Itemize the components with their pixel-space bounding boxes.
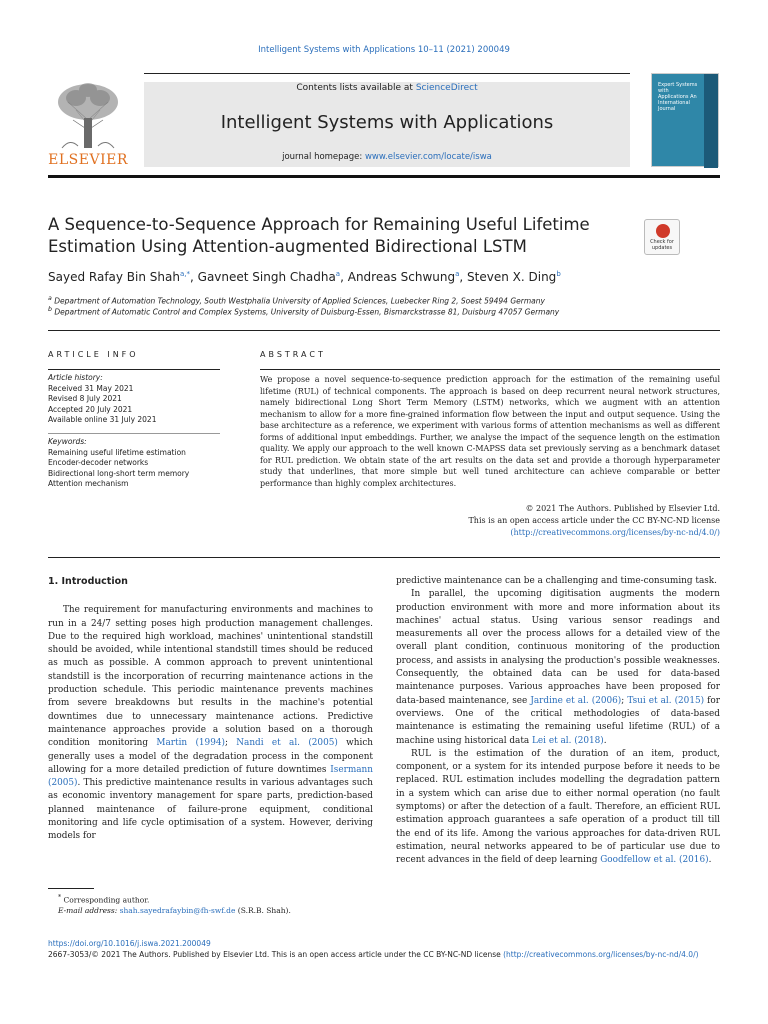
keyword-item: Encoder-decoder networks <box>48 458 149 467</box>
crossmark-badge[interactable] <box>644 219 680 255</box>
keyword-item: Attention mechanism <box>48 479 129 488</box>
contents-line <box>144 82 630 93</box>
keywords-label: Keywords: <box>48 437 87 446</box>
body-paragraph: predictive maintenance can be a challenging and time-consuming task. <box>396 576 717 586</box>
keywords-rule <box>48 433 220 434</box>
author-affiliation-mark[interactable]: b <box>556 270 561 278</box>
keyword-item: Bidirectional long-short term memory <box>48 468 190 478</box>
abstract-heading: ABSTRACT <box>260 350 326 359</box>
author-affiliation-mark[interactable]: a <box>455 270 460 278</box>
author-name: Andreas Schwung <box>347 270 456 284</box>
section-heading: 1. Introduction <box>48 576 128 587</box>
sciencedirect-link[interactable]: ScienceDirect <box>415 83 478 93</box>
history-label: Article history: <box>48 373 103 382</box>
abstract-copyright <box>260 503 720 539</box>
header-bottom-rule <box>48 175 720 178</box>
issn-line: 2667-3053/© 2021 The Authors. Published by Elsevier Ltd. This is an open access article under the CC BY-NC-ND license (http://creativecommons.org/licenses/by-nc-nd/4.0/) <box>48 950 699 959</box>
footer-license-link[interactable]: (http://creativecommons.org/licenses/by-nc-nd/4.0/) <box>503 950 699 959</box>
cover-text: Expert Systems with Applications An International Journal <box>658 82 698 112</box>
cover-side-strip <box>704 74 718 168</box>
citation-link[interactable]: Martin (1994) <box>156 738 225 749</box>
affiliation-rule <box>48 330 720 331</box>
paper-title: A Sequence-to-Sequence Approach for Remaining Useful Lifetime Estimation Using Attention-augmented Bidirectional LSTM <box>48 215 590 256</box>
doi-link[interactable]: https://doi.org/10.1016/j.iswa.2021.200049 <box>48 939 211 948</box>
author-affiliation-mark[interactable]: a,* <box>179 270 190 278</box>
affiliation-b: $^b$ Department of Automatic Control and Complex Systems, University of Duisburg-Essen, Bismarckstrasse 81, Duisburg 47057 Germany <box>48 306 560 317</box>
history-item: Revised 8 July 2021 <box>48 394 122 403</box>
citation-link[interactable]: Jardine et al. (2006) <box>530 695 622 706</box>
article-info-heading: ARTICLE INFO <box>48 350 139 359</box>
elsevier-wordmark: ELSEVIER <box>48 152 128 168</box>
affiliation-a: $^a$ Department of Automation Technology, South Westphalia University of Applied Sciences, Luebecker Ring 2, Soest 59494 Germany <box>48 295 545 306</box>
keywords-block <box>48 437 220 490</box>
body-paragraph: In parallel, the upcoming digitisation augments the modern production environment with more and more information about its machines' actual status. Using various sensor readings and measurements all over the process allows for a detailed view of the overall plant condition, continuous monitoring of the production process, and assists in analysing the production's possible weaknesses. Consequently, the obtained data can be used for data-based maintenance purposes. Various approaches have been proposed for data-based maintenance, see Jardine et al. (2006); Tsui et al. (2015) for overviews. One of the critical methodologies of data-based maintenance is estimating the remaining useful lifetime (RUL) of a machine using historical data Lei et al. (2018). <box>396 589 720 746</box>
footnote-corresponding: * Corresponding author. <box>58 894 150 905</box>
author-affiliation-mark[interactable]: a <box>335 270 341 278</box>
citation-link[interactable]: Isermann (2005) <box>48 764 373 789</box>
crossmark-icon <box>656 224 670 238</box>
author-list: Sayed Rafay Bin Shah$^{a,*}$, Gavneet Singh Chadha$^a$, Andreas Schwung$^a$, Steven X. Ding$^b$ <box>48 270 561 284</box>
email-label: E-mail address: <box>58 906 120 915</box>
article-history <box>48 373 220 426</box>
author-name: Sayed Rafay Bin Shah <box>48 270 180 284</box>
citation-link[interactable]: Tsui et al. (2015) <box>627 695 705 706</box>
contents-prefix: Contents lists available at <box>296 83 416 93</box>
footnote-email: E-mail address: shah.sayedrafaybin@fh-swf.de (S.R.B. Shah). <box>58 906 291 915</box>
citation-link[interactable]: Goodfellow et al. (2016) <box>600 855 709 866</box>
footnote-mark: * <box>58 894 62 901</box>
homepage-line <box>144 152 630 162</box>
history-item: Available online 31 July 2021 <box>48 415 157 424</box>
keyword-item: Remaining useful lifetime estimation <box>48 447 186 457</box>
homepage-link[interactable]: www.elsevier.com/locate/iswa <box>364 152 492 162</box>
copyright-line: © 2021 The Authors. Published by Elsevier Ltd. <box>525 504 720 513</box>
author-name: Gavneet Singh Chadha <box>197 270 336 284</box>
header-top-rule <box>144 73 630 74</box>
body-paragraph: The requirement for manufacturing environments and machines to run in a 24/7 setting poses high production management challenges. Due to the required high workload, machines' unintentional standstill should be avoided, while intentional standstill times should be reduced as much as possible. A common approach to prevent unintentional standstill is the incorporation of recurring maintenance actions in the production schedule. This periodic maintenance prevents machines from severe breakdowns but results in the machine's potential downtimes due to unnecessary maintenance actions. Predictive maintenance approaches provide a solution based on a thorough condition monitoring Martin (1994); Nandi et al. (2005) which generally uses a model of the degradation process in the component allowing for a more detailed prediction of future downtimes Isermann (2005). This predictive maintenance results in various advantages such as economic inventory management for spare parts, prediction-based planned maintenance of failure-prone equipment, conditional monitoring and life cycle optimisation of a system. However, deriving models for <box>48 605 374 842</box>
body-column-right <box>396 575 720 868</box>
body-column-left <box>48 575 373 844</box>
author-name: Steven X. Ding <box>467 270 557 284</box>
license-link[interactable]: (http://creativecommons.org/licenses/by-nc-nd/4.0/) <box>510 528 720 537</box>
abstract-text: We propose a novel sequence-to-sequence prediction approach for the estimation of the remaining useful lifetime (RUL) of technical components. The approach is based on deep recurrent neural network structures, namely bidirectional Long Short Term Memory (LSTM) networks, which we augment with an attention mechanism to allow for a more fine-grained information flow between the input and output sequence. Using the base architecture as a reference, we experiment with various forms of attention mechanisms as well as different forms of additional input embeddings. Further, we analyse the impact of the sequence length on the estimation quality. We apply our approach to the well known C-MAPSS data set previously serving as a benchmark dataset for RUL prediction. We obtain state of the art results on the data set and provide a thorough hyperparameter study that underlines, that more simple but well tuned architecture can achieve comparable or better performance than highly complex architectures. <box>260 375 720 488</box>
email-link[interactable]: shah.sayedrafaybin@fh-swf.de <box>119 906 236 915</box>
journal-cover-thumbnail[interactable] <box>651 73 719 167</box>
journal-citation[interactable]: Intelligent Systems with Applications 10–11 (2021) 200049 <box>258 45 510 55</box>
abstract-bottom-rule <box>48 557 720 558</box>
crossmark-label: Check for updates <box>650 239 674 251</box>
footnote-rule <box>48 888 94 889</box>
history-item: Received 31 May 2021 <box>48 383 134 393</box>
homepage-prefix: journal homepage: <box>282 152 365 162</box>
citation-link[interactable]: Lei et al. (2018) <box>532 735 604 746</box>
journal-title: Intelligent Systems with Applications <box>220 112 554 133</box>
article-info-rule <box>48 369 220 370</box>
license-line: This is an open access article under the CC BY-NC-ND license <box>468 516 720 525</box>
abstract-rule <box>260 369 720 370</box>
history-item: Accepted 20 July 2021 <box>48 404 133 414</box>
body-paragraph: RUL is the estimation of the duration of an item, product, component, or a system for its intended purpose before it needs to be replaced. RUL estimation includes modelling the degradation pattern in a system which can arise due to either normal operation (no fault symptoms) or after the detection of a fault. Therefore, an efficient RUL estimation approach guarantees a safe operation of a product till till the end of its life. Among the various approaches for data-driven RUL estimation, neural networks appeared to be of particular use due to recent advances in the field of deep learning Goodfellow et al. (2016). <box>396 748 720 866</box>
citation-link[interactable]: Nandi et al. (2005) <box>236 738 338 749</box>
